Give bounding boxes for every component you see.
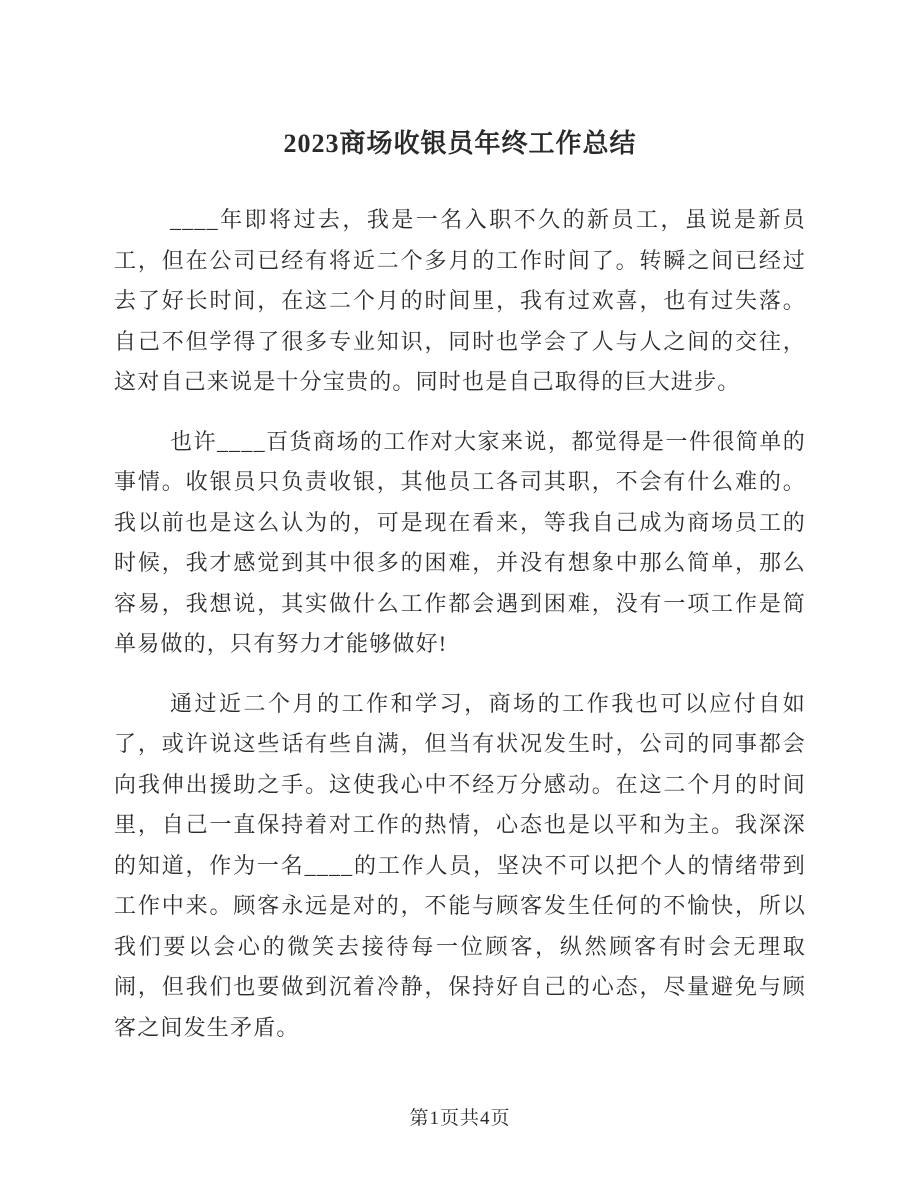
document-content: [114, 0, 806, 1048]
document-title: 2023商场收银员年终工作总结: [283, 129, 637, 158]
page-number-footer: 第1页共4页: [409, 1108, 511, 1129]
paragraph-2: 也许____百货商场的工作对大家来说，都觉得是一件很简单的事情。收银员只负责收银，其他员工各司其职，不会有什么难的。我以前也是这么认为的，可是现在看来，等我自己成为商场员工的时候，我才感觉到其中很多的困难，并没有想象中那么简单，那么容易，我想说，其实做什么工作都会遇到困难，没有一项工作是简单易做的，只有努力才能够做好!: [114, 428, 806, 656]
paragraph-3: 通过近二个月的工作和学习，商场的工作我也可以应付自如了，或许说这些话有些自满，但当有状况发生时，公司的同事都会向我伸出援助之手。这使我心中不经万分感动。在这二个月的时间里，自己一直保持着对工作的热情，心态也是以平和为主。我深深的知道，作为一名____的工作人员，坚决不可以把个人的情绪带到工作中来。顾客永远是对的，不能与顾客发生任何的不愉快，所以我们要以会心的微笑去接待每一位顾客，纵然顾客有时会无理取闹，但我们也要做到沉着冷静，保持好自己的心态，尽量避免与顾客之间发生矛盾。: [114, 690, 806, 1040]
paragraph-1: ____年即将过去，我是一名入职不久的新员工，虽说是新员工，但在公司已经有将近二个多月的工作时间了。转瞬之间已经过去了好长时间，在这二个月的时间里，我有过欢喜，也有过失落。自己不但学得了很多专业知识，同时也学会了人与人之间的交往，这对自己来说是十分宝贵的。同时也是自己取得的巨大进步。: [114, 207, 806, 394]
document-body: [114, 200, 806, 1048]
